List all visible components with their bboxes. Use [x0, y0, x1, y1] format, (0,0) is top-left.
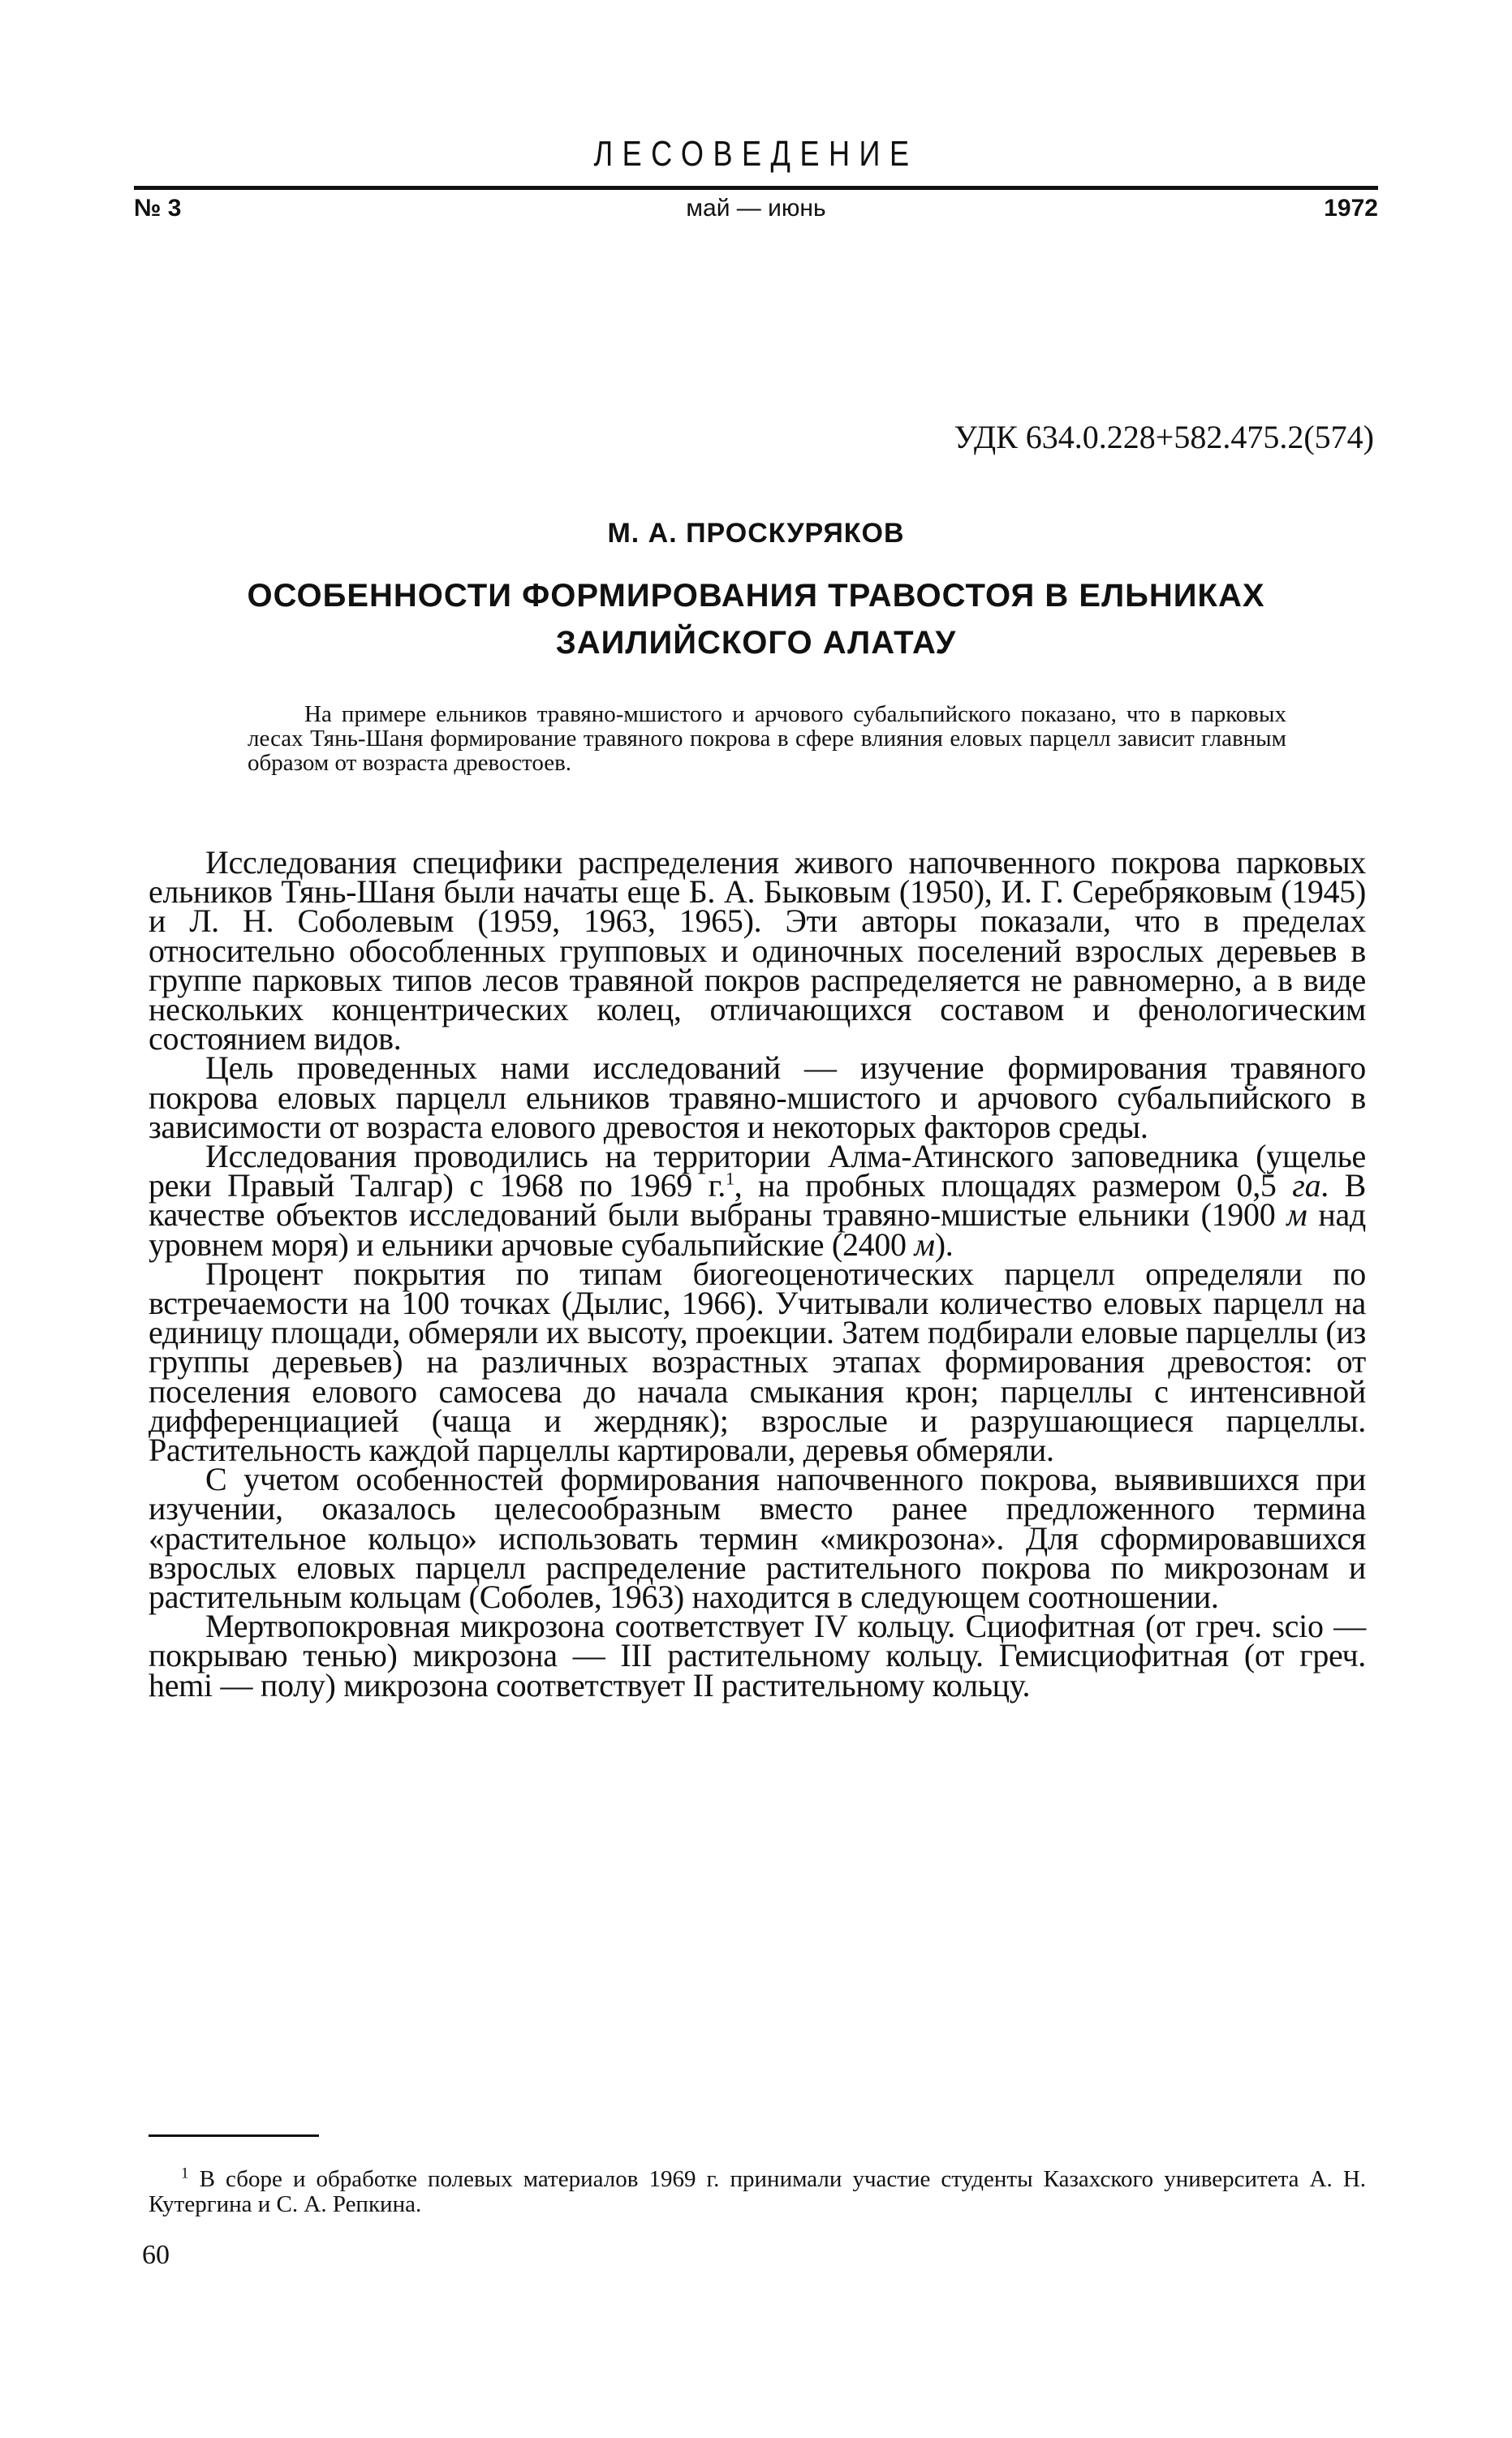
- article-title: [0, 572, 1512, 666]
- footnote-reference[interactable]: 1: [725, 1168, 734, 1189]
- issue-line: [134, 195, 1378, 227]
- article-title-line-2: ЗАИЛИЙСКОГО АЛАТАУ: [555, 625, 957, 661]
- udk-code: УДК 634.0.228+582.475.2(574): [954, 419, 1374, 455]
- unit-meter: м: [914, 1225, 935, 1263]
- journal-title: ЛЕСОВЕДЕНИЕ: [593, 134, 919, 174]
- paragraph-3-part-e: ).: [934, 1225, 954, 1263]
- abstract-text: На примере ельников травяно-мшистого и арчового субальпийского показано, что в парковых лесах Тянь-Шаня формирование травяного покрова в сфере влияния еловых парцелл зависит главным образом от возраста древостоев.: [248, 701, 1286, 776]
- article-author: М. А. ПРОСКУРЯКОВ: [607, 518, 905, 549]
- article-body: [149, 844, 1367, 1704]
- footnote-marker: 1: [181, 2164, 189, 2182]
- header-rule: [134, 186, 1378, 190]
- paragraph-3-part-b: , на пробных площадях размером 0,5: [734, 1167, 1293, 1204]
- body-paragraph-3: [149, 1138, 1367, 1263]
- paragraph-3-part-a: Исследования проводились на территории Алма-Атинского заповедника (ущелье реки Правый Талгар) с 1968 по 1969 г.: [149, 1138, 1366, 1204]
- issue-number: № 3: [134, 195, 182, 222]
- unit-hectare: га: [1292, 1167, 1321, 1204]
- body-paragraph-5: С учетом особенностей формирования напочвенного покрова, выявившихся при изучении, оказалось целесообразным вместо ранее предложенного термина «растительное кольцо» использовать термин «микрозона». Для сформировавшихся взрослых еловых парцелл распределение растительного покрова по микрозонам и растительным кольцам (Соболев, 1963) находится в следующем соотношении.: [149, 1461, 1366, 1616]
- body-paragraph-1: Исследования специфики распределения живого напочвенного покрова парковых ельников Тянь-Шаня были начаты еще Б. А. Быковым (1950), И. Г. Серебряковым (1945) и Л. Н. Соболевым (1959, 1963, 1965). Эти авторы показали, что в пределах относительно обособленных групповых и одиночных поселений взрослых деревьев в группе парковых типов лесов травяной покров распределяется не равномерно, а в виде нескольких концентрических колец, отличающихся составом и фенологическим состоянием видов.: [149, 844, 1366, 1057]
- body-paragraph-6: Мертвопокровная микрозона соответствует IV кольцу. Сциофитная (от греч. scio — покрываю тенью) микрозона — III растительному кольцу. Гемисциофитная (от греч. hemi — полу) микрозона соответствует II растительному кольцу.: [149, 1608, 1366, 1704]
- body-paragraph-2: Цель проведенных нами исследований — изучение формирования травяного покрова еловых парцелл ельников травяно-мшистого и арчового субальпийского в зависимости от возраста елового древостоя и некоторых факторов среды.: [149, 1049, 1366, 1145]
- issue-months: май — июнь: [686, 195, 826, 222]
- body-paragraph-4: Процент покрытия по типам биогеоценотических парцелл определяли по встречаемости на 100 точках (Дылис, 1966). Учитывали количество еловых парцелл на единицу площади, обмеряли их высоту, проекции. Затем подбирали еловые парцеллы (из группы деревьев) на различных возрастных этапах формирования древостоя: от поселения елового самосева до начала смыкания крон; парцеллы с интенсивной дифференциацией (чаща и жердняк); взрослые и разрушающиеся парцеллы. Растительность каждой парцеллы картировали, деревья обмеряли.: [149, 1255, 1366, 1469]
- paragraph-3-part-c: . В качестве объектов исследований были выбраны травяно-мшистые ельники (1900: [149, 1167, 1367, 1234]
- article-title-line-1: ОСОБЕННОСТИ ФОРМИРОВАНИЯ ТРАВОСТОЯ В ЕЛЬНИКАХ: [247, 578, 1265, 614]
- page-number: 60: [142, 2240, 170, 2270]
- paragraph-3-part-d: над уровнем моря) и ельники арчовые субальпийские (2400: [149, 1196, 1366, 1263]
- footnote-divider: [149, 2134, 319, 2137]
- footnote: [149, 2164, 1367, 2217]
- unit-meter: м: [1286, 1196, 1307, 1234]
- article-abstract: [248, 702, 1286, 775]
- footnote-text: В сборе и обработке полевых материалов 1969 г. принимали участие студенты Казахского университета А. Н. Кутергина и С. А. Репкина.: [149, 2166, 1367, 2217]
- issue-year: 1972: [1324, 195, 1378, 222]
